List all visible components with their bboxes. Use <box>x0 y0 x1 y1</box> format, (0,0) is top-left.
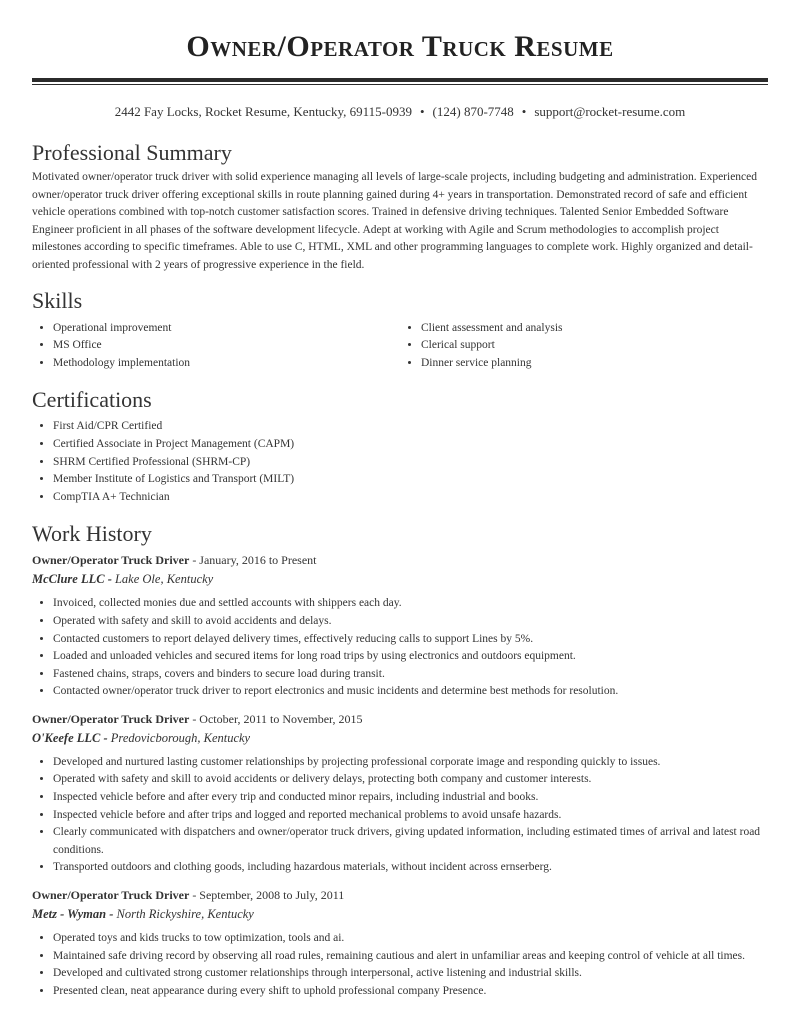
job-bullet: • Developed and cultivated strong customer relationships through interpersonal, active listening and industrial skills. <box>53 965 768 983</box>
resume-page <box>32 0 768 1009</box>
section-heading-work-history: Work History <box>32 521 152 547</box>
job-location: Lake Ole, Kentucky <box>114 572 214 587</box>
job-bullet: • Invoiced, collected monies due and settled accounts with shippers each day. <box>53 595 768 613</box>
job-company: Metz - Wyman - <box>32 907 114 922</box>
job-company: McClure LLC - <box>32 572 112 587</box>
certification-item: • First Aid/CPR Certified <box>53 418 768 436</box>
contact-email: support@rocket-resume.com <box>534 104 686 119</box>
certification-item: • Member Institute of Logistics and Transport (MILT) <box>53 471 768 489</box>
summary-text: Motivated owner/operator truck driver with solid experience managing all levels of large-scale projects, including budgeting and administration. Experienced owner/operator truck driver offering exceptional skills in route planning gained during 4+ years in transportation. Demonstrated record of safe and efficient vehicle operations combined with top-notch customer satisfaction scores. Trained in defensive driving techniques. Talented Senior Embedded Software Engineer proficient in all phases of the software development lifecycle. Adept at working with Agile and Scrum methodologies to accomplish project milestones according to specific timeframes. Able to use C, HTML, XML and other programming languages to complete work. Highly organized and detail-oriented professional with 2 years of progressive experience in the field. <box>32 171 758 271</box>
job-location: Predovicborough, Kentucky <box>110 730 251 745</box>
section-heading-skills: Skills <box>32 287 83 313</box>
job-title: Owner/Operator Truck Driver <box>32 711 190 726</box>
certification-item: • SHRM Certified Professional (SHRM-CP) <box>53 454 768 472</box>
job-title: Owner/Operator Truck Driver <box>32 553 190 568</box>
job-bullet: • Developed and nurtured lasting customer relationships by projecting professional corporate image and responding quickly to issues. <box>53 754 768 772</box>
contact-separator: • <box>521 104 527 119</box>
job-title-line <box>32 886 768 905</box>
certification-item: • CompTIA A+ Technician <box>53 489 768 507</box>
job-company-line <box>32 570 768 589</box>
job-bullet: • Transported outdoors and clothing goods, including hazardous materials, without incident across ernserberg. <box>53 859 768 877</box>
contact-line <box>32 104 768 120</box>
certification-item: • Certified Associate in Project Management (CAPM) <box>53 436 768 454</box>
contact-address: 2442 Fay Locks, Rocket Resume, Kentucky, 69115-0939 <box>114 104 412 119</box>
resume-title: Owner/Operator Truck Resume <box>186 30 614 63</box>
job-company-line <box>32 905 768 924</box>
job-bullet: • Presented clean, neat appearance during every shift to uphold professional company Presence. <box>53 983 768 1001</box>
title-rule-thick <box>32 78 768 82</box>
title-rule-thin <box>32 84 768 85</box>
job-bullet: • Inspected vehicle before and after trips and logged and reported mechanical problems to avoid unsafe hazards. <box>53 807 768 825</box>
job-company: O'Keefe LLC - <box>32 730 108 745</box>
job-entry <box>32 886 768 1000</box>
job-title: Owner/Operator Truck Driver <box>32 888 190 903</box>
section-heading-certifications: Certifications <box>32 387 152 413</box>
job-dates: - January, 2016 to Present <box>192 553 317 568</box>
skill-item: • Methodology implementation <box>53 355 400 373</box>
job-bullet: • Loaded and unloaded vehicles and secured items for long road trips by using electronics and outdoors equipment. <box>53 648 768 666</box>
skills-list-right <box>400 320 768 373</box>
contact-phone: (124) 870-7748 <box>432 104 514 119</box>
job-bullet: • Operated with safety and skill to avoid accidents and delays. <box>53 613 768 631</box>
job-dates: - October, 2011 to November, 2015 <box>192 711 363 726</box>
job-bullet: • Contacted customers to report delayed delivery times, effectively reducing calls to support Lines by 5%. <box>53 631 768 649</box>
contact-separator: • <box>419 104 425 119</box>
skills-list-left <box>32 320 400 373</box>
job-bullet: • Fastened chains, straps, covers and binders to secure load during transit. <box>53 666 768 684</box>
job-dates: - September, 2008 to July, 2011 <box>192 888 345 903</box>
job-bullet: • Maintained safe driving record by observing all road rules, remaining cautious and alert in unfamiliar areas and keeping control of vehicle at all times. <box>53 948 768 966</box>
job-location: North Rickyshire, Kentucky <box>116 907 254 922</box>
job-bullet: • Operated toys and kids trucks to tow optimization, tools and ai. <box>53 930 768 948</box>
skill-item: • Dinner service planning <box>421 355 768 373</box>
job-entry <box>32 710 768 877</box>
job-bullet: • Inspected vehicle before and after every trip and conducted minor repairs, including industrial and books. <box>53 789 768 807</box>
job-bullet: • Contacted owner/operator truck driver to report electronics and music incidents and determine best methods for resolution. <box>53 683 768 701</box>
job-title-line <box>32 551 768 570</box>
job-company-line <box>32 729 768 748</box>
skill-item: • Operational improvement <box>53 320 400 338</box>
skills-grid <box>32 320 768 373</box>
job-bullets <box>32 754 768 877</box>
job-bullet: • Clearly communicated with dispatchers and owner/operator truck drivers, giving updated information, including estimated times of arrival and latest road conditions. <box>53 824 768 859</box>
job-entry <box>32 551 768 701</box>
job-bullets <box>32 930 768 1000</box>
certifications-list <box>32 418 768 506</box>
job-bullets <box>32 595 768 701</box>
skill-item: • Clerical support <box>421 337 768 355</box>
skill-item: • Client assessment and analysis <box>421 320 768 338</box>
job-bullet: • Operated with safety and skill to avoid accidents or delivery delays, protecting both company and customer interests. <box>53 771 768 789</box>
section-heading-summary: Professional Summary <box>32 140 232 165</box>
job-title-line <box>32 710 768 729</box>
skill-item: • MS Office <box>53 337 400 355</box>
